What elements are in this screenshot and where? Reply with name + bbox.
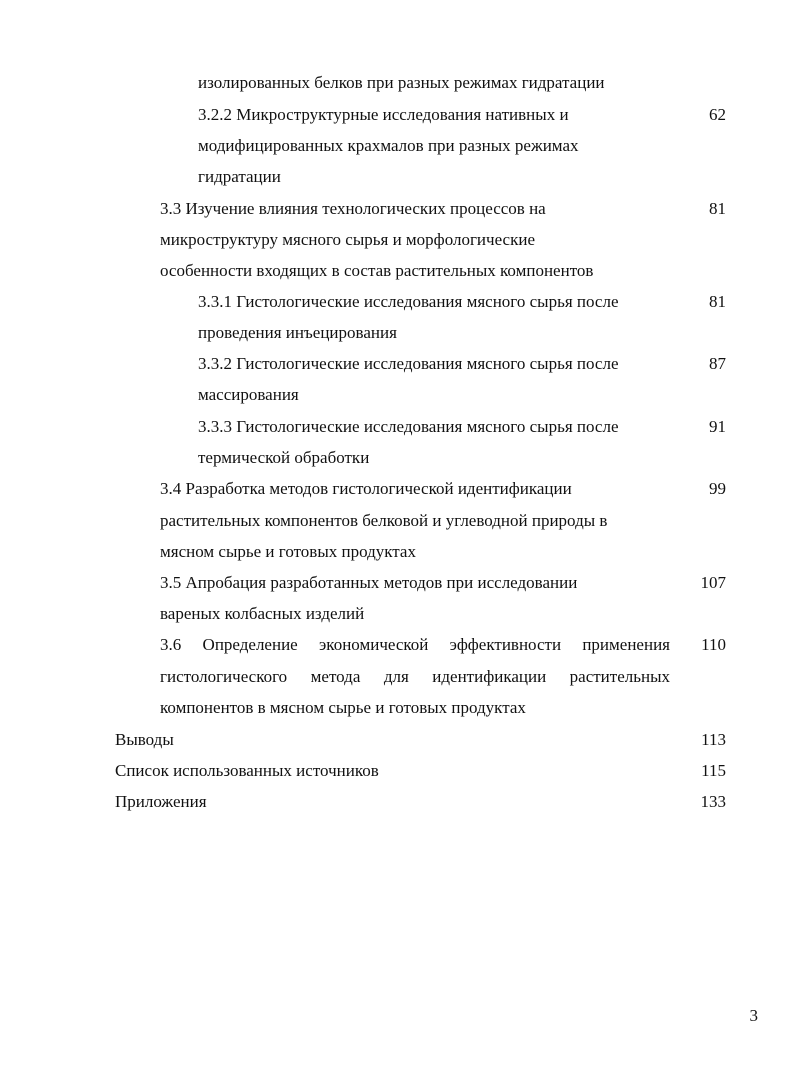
toc-entry-line: 3.3.3 Гистологические исследования мясного сырья после xyxy=(198,417,619,436)
toc-entry-page-number: 81 xyxy=(709,199,726,218)
toc-entry-line: 3.5 Апробация разработанных методов при исследовании xyxy=(160,573,578,592)
toc-entry-page-number: 107 xyxy=(700,573,726,592)
toc-entry-line: микроструктуру мясного сырья и морфологические xyxy=(160,230,535,249)
toc-entry-line: 3.2.2 Микроструктурные исследования нативных и xyxy=(198,105,569,124)
toc-entry-line: модифицированных крахмалов при разных режимах xyxy=(198,136,579,155)
toc-entry-line: 3.3 Изучение влияния технологических процессов на xyxy=(160,199,546,218)
toc-entry-line: 3.3.2 Гистологические исследования мясного сырья после xyxy=(198,354,619,373)
toc-entry-line: гистологического метода для идентификации растительных xyxy=(160,667,670,686)
toc-entry-page-number: 115 xyxy=(701,761,726,780)
page-number: 3 xyxy=(749,1006,758,1025)
toc-entry-line: 3.3.1 Гистологические исследования мясного сырья после xyxy=(198,292,619,311)
toc-entry-page-number: 87 xyxy=(709,354,726,373)
toc-entry-line: гидратации xyxy=(198,167,281,186)
toc-entry-page-number: 81 xyxy=(709,292,726,311)
toc-entry-line: 3.6 Определение экономической эффективности применения xyxy=(160,635,670,654)
toc-entry-line: 3.4 Разработка методов гистологической идентификации xyxy=(160,479,572,498)
toc-entry-page-number: 113 xyxy=(701,730,726,749)
toc-entry-line: термической обработки xyxy=(198,448,370,467)
toc-entry-line: проведения инъецирования xyxy=(198,323,397,342)
toc-entry-page-number: 99 xyxy=(709,479,726,498)
toc-entry-page-number: 110 xyxy=(701,635,726,654)
toc-entry-line: вареных колбасных изделий xyxy=(160,604,365,623)
toc-entry-page-number: 62 xyxy=(709,105,726,124)
toc-entry-line: мясном сырье и готовых продуктах xyxy=(160,542,416,561)
toc-entry-page-number: 91 xyxy=(709,417,726,436)
toc-entry-line: изолированных белков при разных режимах гидратации xyxy=(198,73,605,92)
toc-entry-line: особенности входящих в состав растительных компонентов xyxy=(160,261,594,280)
toc-entry-line: растительных компонентов белковой и углеводной природы в xyxy=(160,511,608,530)
toc-entry-line: Список использованных источников xyxy=(115,761,379,780)
toc-entry-page-number: 133 xyxy=(700,792,726,811)
toc-entry-line: Выводы xyxy=(115,730,174,749)
toc-entry-line: массирования xyxy=(198,385,299,404)
toc-entry-line: Приложения xyxy=(115,792,207,811)
toc-entry-line: компонентов в мясном сырье и готовых продуктах xyxy=(160,698,526,717)
